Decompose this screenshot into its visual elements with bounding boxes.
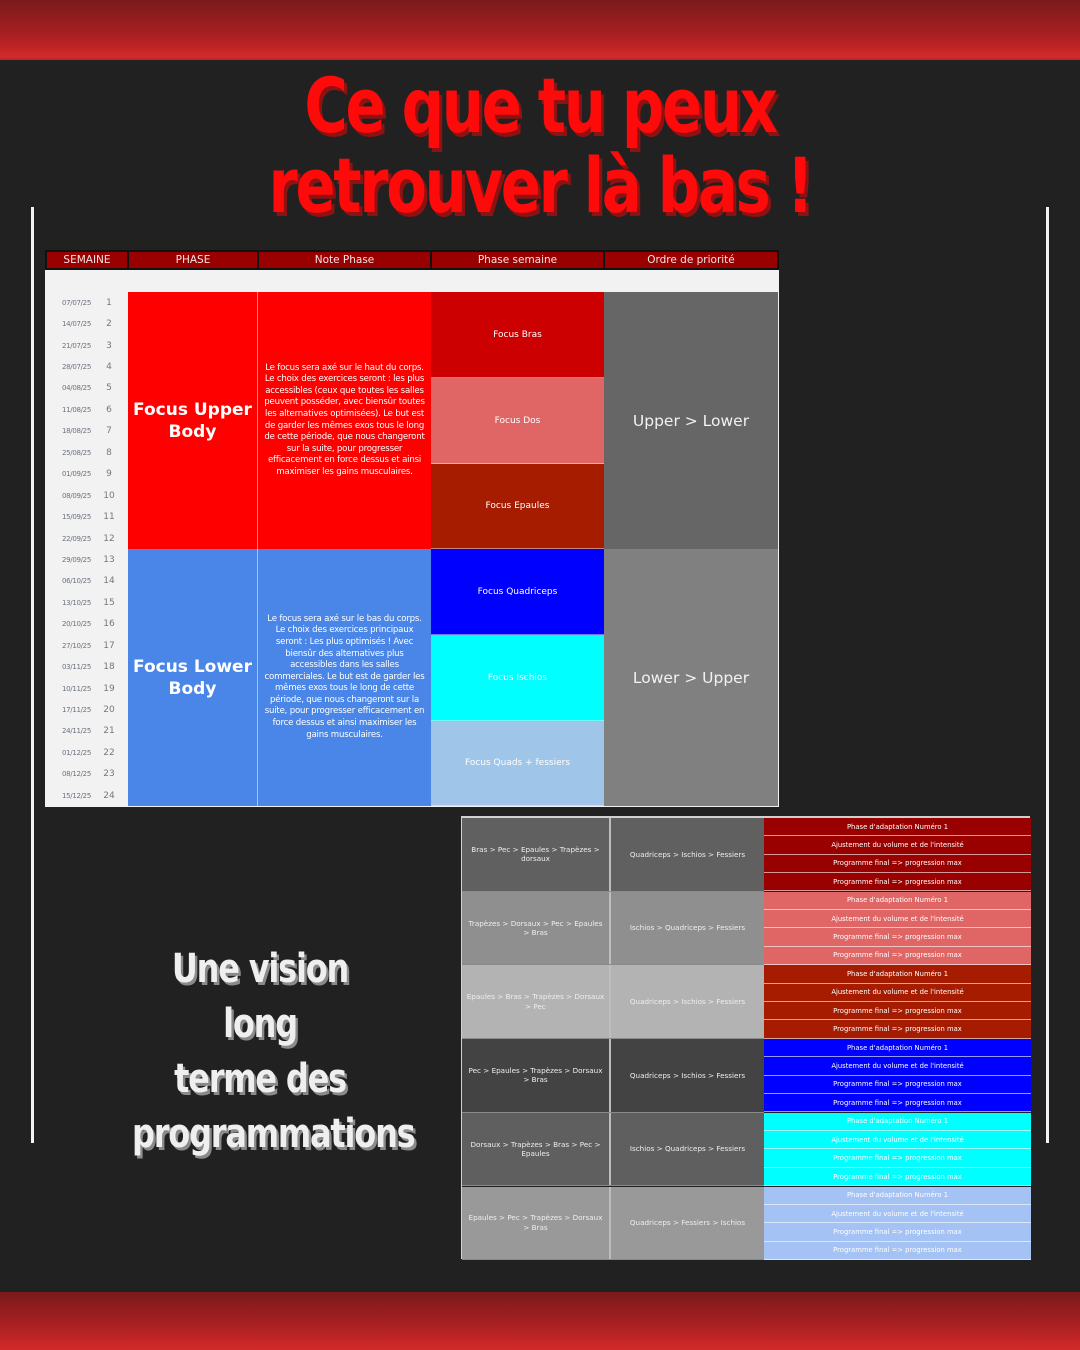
week-number: 22 — [103, 747, 115, 758]
week-number: 10 — [103, 490, 115, 501]
sheet-header-row — [45, 250, 779, 270]
muscle-order-sheet — [461, 816, 1030, 1259]
week-number: 4 — [106, 362, 112, 373]
program-stage-item: Programme final => progression max — [764, 1002, 1031, 1020]
week-row — [45, 506, 128, 527]
week-row — [45, 785, 128, 806]
program-stage-item: Programme final => progression max — [764, 947, 1031, 965]
week-row — [45, 764, 128, 785]
bottom-banner — [0, 1292, 1080, 1350]
week-number: 15 — [103, 597, 115, 608]
week-date: 18/08/25 — [61, 427, 91, 436]
week-number: 9 — [106, 469, 112, 480]
week-row — [45, 292, 128, 313]
lower-order-cell: Quadriceps > Ischios > Fessiers — [629, 1070, 746, 1080]
week-row — [45, 656, 128, 677]
headline-line-1: Ce que tu peux — [304, 61, 776, 150]
program-stage-item: Programme final => progression max — [764, 1242, 1031, 1260]
week-number: 5 — [106, 383, 112, 394]
week-row — [45, 571, 128, 592]
headline-line-2: retrouver là bas ! — [268, 141, 812, 230]
program-stage-item: Programme final => progression max — [764, 1168, 1031, 1186]
muscle-order-row — [462, 818, 764, 892]
program-stage-list — [764, 1113, 1031, 1186]
program-stage-item: Programme final => progression max — [764, 1020, 1031, 1038]
week-row — [45, 378, 128, 399]
upper-order-cell: Trapèzes > Dorsaux > Pec > Epaules > Bras — [462, 892, 611, 965]
week-row — [45, 485, 128, 506]
lower-order-cell: Ischios > Quadriceps > Fessiers — [629, 923, 746, 933]
priority-label: Lower > Upper — [632, 668, 750, 687]
week-date: 08/12/25 — [61, 770, 91, 779]
upper-order-cell: Dorsaux > Trapèzes > Bras > Pec > Epaules — [462, 1113, 611, 1186]
program-stage-item: Phase d'adaptation Numéro 1 — [764, 818, 1031, 836]
program-stage-item: Phase d'adaptation Numéro 1 — [764, 1113, 1031, 1131]
program-stage-item: Ajustement du volume et de l'intensité — [764, 1205, 1031, 1223]
week-date: 20/10/25 — [61, 620, 91, 629]
week-row — [45, 335, 128, 356]
week-number: 17 — [103, 640, 115, 651]
week-number: 12 — [103, 533, 115, 544]
lower-order-cell: Quadriceps > Ischios > Fessiers — [629, 996, 746, 1006]
week-date: 08/09/25 — [61, 491, 91, 500]
program-stage-item: Ajustement du volume et de l'intensité — [764, 1057, 1031, 1075]
subhead-line-3: programmations — [132, 1111, 415, 1157]
program-stage-item: Ajustement du volume et de l'intensité — [764, 984, 1031, 1002]
week-date: 01/12/25 — [61, 748, 91, 757]
header-phase: PHASE — [129, 252, 259, 268]
right-divider-line — [1046, 207, 1049, 1143]
week-number: 14 — [103, 576, 115, 587]
subhead-line-1: Une vision long — [171, 946, 349, 1047]
week-number: 11 — [103, 512, 115, 523]
phase-upper-note-cell: Le focus sera axé sur le haut du corps. Le choix des exercices seront : les plus accessibles (ceux que toutes les salles peuvent posséder, avec biensûr toutes les alternatives optimisées). Le but est de garder les mêmes exos tous le long de cette période, que nous changeront sur la suite, pour progresser efficacement en force dessus et ainsi maximiser les gains musculaires. — [258, 292, 431, 549]
week-date: 25/08/25 — [61, 448, 91, 457]
header-ordre-priorite: Ordre de priorité — [605, 252, 777, 268]
week-date: 01/09/25 — [61, 470, 91, 479]
program-stage-list — [764, 818, 1031, 891]
week-focus-epaules: Focus Epaules — [431, 464, 604, 549]
program-stage-item: Programme final => progression max — [764, 928, 1031, 946]
program-stage-list — [764, 892, 1031, 965]
week-row — [45, 699, 128, 720]
top-banner — [0, 0, 1080, 60]
week-row — [45, 635, 128, 656]
week-row — [45, 528, 128, 549]
lower-order-cell: Quadriceps > Fessiers > Ischios — [629, 1218, 746, 1228]
upper-order-cell: Bras > Pec > Epaules > Trapèzes > dorsaux — [462, 818, 611, 891]
week-focus-bras: Focus Bras — [431, 292, 604, 378]
week-row — [45, 464, 128, 485]
left-divider-line — [31, 207, 34, 1143]
program-stage-item: Ajustement du volume et de l'intensité — [764, 910, 1031, 928]
program-stage-item: Phase d'adaptation Numéro 1 — [764, 892, 1031, 910]
program-stage-item: Phase d'adaptation Numéro 1 — [764, 965, 1031, 983]
week-number: 20 — [103, 705, 115, 716]
week-row — [45, 721, 128, 742]
week-date: 04/08/25 — [61, 384, 91, 393]
week-focus-quads-fessiers: Focus Quads + fessiers — [431, 721, 604, 806]
week-row — [45, 549, 128, 570]
lower-order-cell: Ischios > Quadriceps > Fessiers — [629, 1144, 746, 1154]
page-headline — [119, 61, 961, 230]
week-number: 23 — [103, 769, 115, 780]
program-stage-item: Ajustement du volume et de l'intensité — [764, 1131, 1031, 1149]
week-number: 8 — [106, 447, 112, 458]
program-stage-item: Phase d'adaptation Numéro 1 — [764, 1039, 1031, 1057]
week-date: 07/07/25 — [61, 298, 91, 307]
week-date: 06/10/25 — [61, 577, 91, 586]
week-row — [45, 592, 128, 613]
week-row — [45, 614, 128, 635]
week-focus-ischios: Focus Ischios — [431, 635, 604, 721]
week-number: 13 — [103, 554, 115, 565]
lower-order-cell: Quadriceps > Ischios > Fessiers — [629, 849, 746, 859]
program-stage-item: Phase d'adaptation Numéro 1 — [764, 1187, 1031, 1205]
week-number: 19 — [103, 683, 115, 694]
upper-order-cell: Epaules > Bras > Trapèzes > Dorsaux > Pec — [462, 965, 611, 1038]
program-stage-item: Ajustement du volume et de l'intensité — [764, 836, 1031, 854]
week-row — [45, 742, 128, 763]
header-semaine: SEMAINE — [47, 252, 129, 268]
week-focus-dos: Focus Dos — [431, 378, 604, 464]
week-number: 3 — [106, 340, 112, 351]
program-stage-item: Programme final => progression max — [764, 1149, 1031, 1167]
week-date: 17/11/25 — [61, 706, 91, 715]
week-row — [45, 313, 128, 334]
muscle-order-row — [462, 1113, 764, 1187]
week-date: 11/08/25 — [61, 405, 91, 414]
week-date: 29/09/25 — [61, 555, 91, 564]
program-stage-item: Programme final => progression max — [764, 855, 1031, 873]
program-stage-list — [764, 1039, 1031, 1112]
week-row — [45, 356, 128, 377]
week-number: 6 — [106, 404, 112, 415]
week-focus-quadriceps: Focus Quadriceps — [431, 549, 604, 635]
week-number: 18 — [103, 662, 115, 673]
week-date: 22/09/25 — [61, 534, 91, 543]
phase-lower-body-cell: Focus Lower Body — [128, 549, 258, 806]
upper-order-cell: Epaules > Pec > Trapèzes > Dorsaux > Bras — [462, 1187, 611, 1260]
week-row — [45, 399, 128, 420]
priority-upper-lower — [604, 292, 778, 549]
phase-lower-note-cell: Le focus sera axé sur le bas du corps. Le choix des exercices principaux seront : Les plus optimisés ! Avec biensûr des alternatives plus accessibles dans les salles commerciales. Le but est de garder les mêmes exos tous le long de cette période, que nous changeront sur la suite, pour progresser efficacement en force dessus et ainsi maximiser les gains musculaires. — [258, 549, 431, 806]
program-stage-list — [764, 1187, 1031, 1260]
week-number: 16 — [103, 619, 115, 630]
program-stage-item: Programme final => progression max — [764, 1076, 1031, 1094]
week-date: 21/07/25 — [61, 341, 91, 350]
page-subheading — [132, 942, 415, 1162]
phase-upper-body-cell: Focus Upper Body — [128, 292, 258, 549]
priority-lower-upper — [604, 549, 778, 806]
phase-planning-sheet — [45, 250, 779, 807]
week-date: 28/07/25 — [61, 363, 91, 372]
week-date: 13/10/25 — [61, 598, 91, 607]
program-stage-list — [764, 965, 1031, 1038]
week-date: 15/12/25 — [61, 791, 91, 800]
week-row — [45, 442, 128, 463]
week-date-column — [45, 292, 128, 807]
week-date: 24/11/25 — [61, 727, 91, 736]
program-stage-item: Programme final => progression max — [764, 1223, 1031, 1241]
week-date: 14/07/25 — [61, 320, 91, 329]
muscle-order-row — [462, 892, 764, 966]
week-number: 2 — [106, 319, 112, 330]
program-stage-item: Programme final => progression max — [764, 1094, 1031, 1112]
priority-label: Upper > Lower — [632, 411, 750, 430]
week-date: 03/11/25 — [61, 663, 91, 672]
header-phase-semaine: Phase semaine — [432, 252, 605, 268]
subhead-line-2: terme des — [174, 1056, 346, 1102]
week-date: 10/11/25 — [61, 684, 91, 693]
muscle-order-row — [462, 1039, 764, 1113]
week-number: 1 — [106, 297, 112, 308]
week-row — [45, 678, 128, 699]
week-number: 24 — [103, 790, 115, 801]
upper-order-cell: Pec > Epaules > Trapèzes > Dorsaux > Bras — [462, 1039, 611, 1112]
muscle-order-row — [462, 1187, 764, 1261]
week-date: 15/09/25 — [61, 513, 91, 522]
week-number: 7 — [106, 426, 112, 437]
week-number: 21 — [103, 726, 115, 737]
program-stage-item: Programme final => progression max — [764, 873, 1031, 891]
muscle-order-row — [462, 965, 764, 1039]
header-note-phase: Note Phase — [259, 252, 432, 268]
week-row — [45, 421, 128, 442]
week-date: 27/10/25 — [61, 641, 91, 650]
